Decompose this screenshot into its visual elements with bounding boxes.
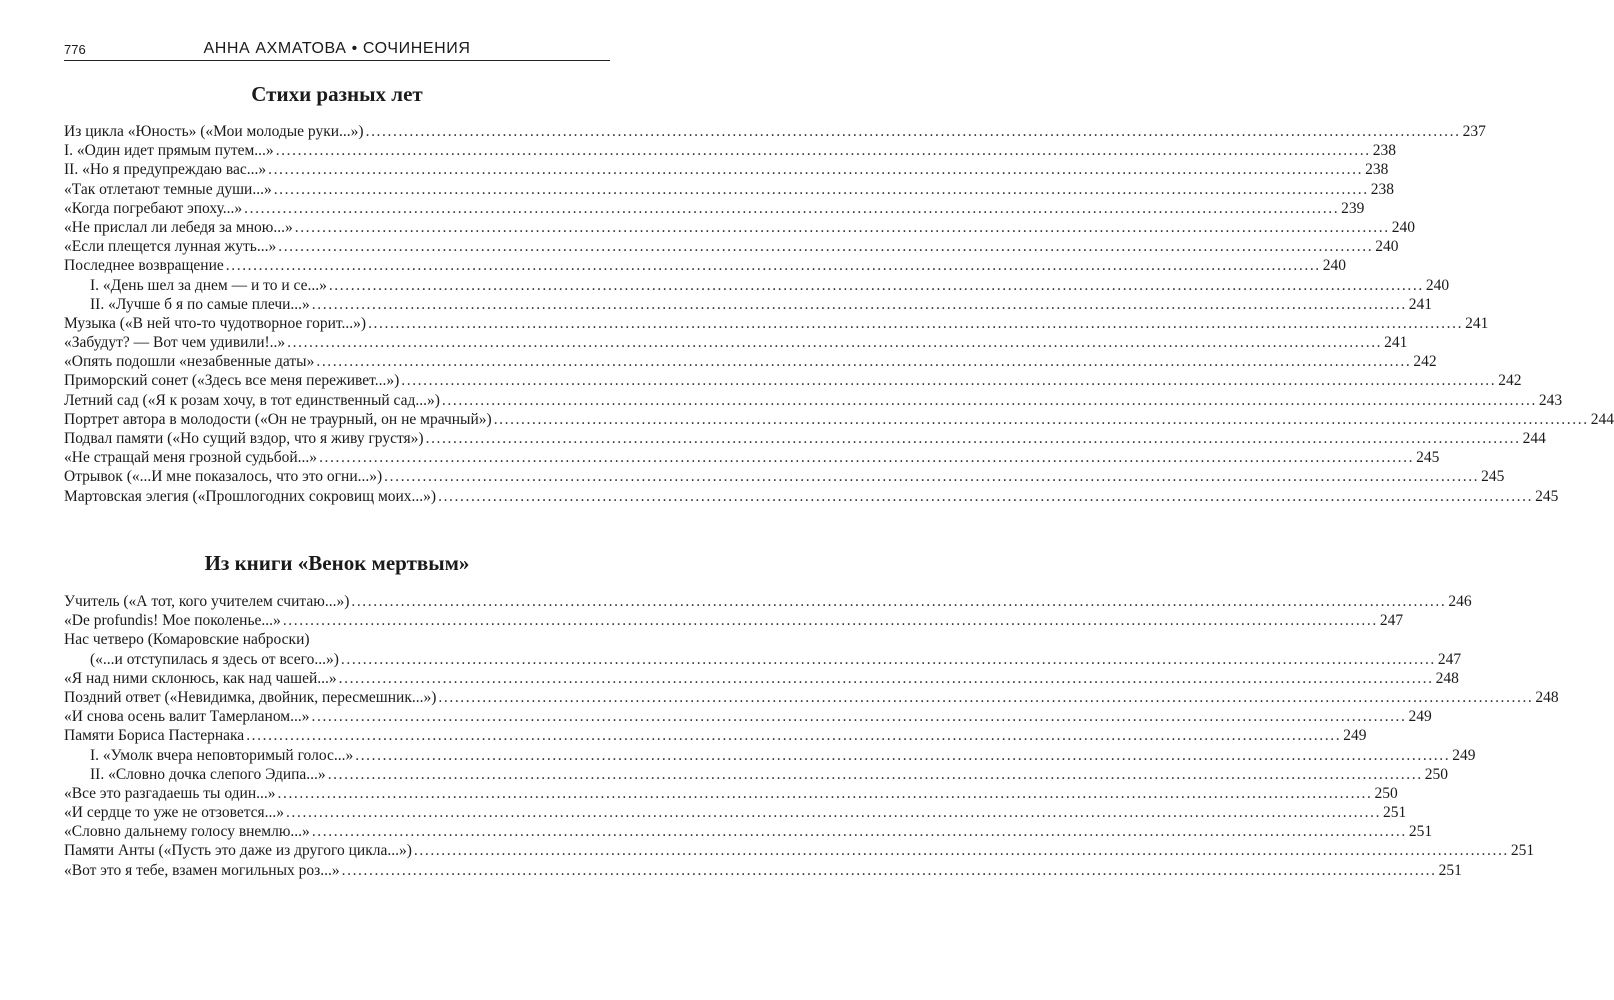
toc-entry-title: Поздний ответ («Невидимка, двойник, пересмешник...») (64, 688, 437, 706)
dot-leader (355, 746, 1450, 765)
toc-entry-page: 238 (1372, 142, 1396, 160)
toc-entry-title: Из цикла «Юность» («Мои молодые руки...») (64, 123, 364, 140)
dot-leader (286, 803, 1381, 822)
toc-entry-page: 249 (1408, 708, 1432, 726)
dot-leader (244, 199, 1339, 218)
toc-entry-page: 245 (1481, 468, 1505, 486)
toc-entry-page: 238 (1370, 180, 1394, 198)
toc-entry-page: 249 (1452, 746, 1476, 764)
dot-leader (426, 429, 1521, 448)
dot-leader (276, 141, 1371, 160)
toc-entry-title: «Все это разгадаешь ты один...» (64, 784, 276, 802)
toc-entry-title: «Я над ними склонюсь, как над чашей...» (64, 669, 337, 687)
toc-entry-title: «Не прислал ли лебедя за мною...» (64, 218, 293, 236)
toc-entry-page: 248 (1535, 688, 1559, 706)
toc-entry-title: Учитель («А тот, кого учителем считаю...») (64, 593, 350, 610)
toc-entry-title: «Если плещется лунная жуть...» (64, 238, 277, 256)
toc-entry-title: «Не стращай меня грозной судьбой...» (64, 449, 318, 467)
dot-leader (278, 237, 1373, 256)
toc-entry-title: «Опять подошли «незабвенные даты» (64, 353, 315, 371)
toc-entry (64, 611, 1404, 630)
toc-entry-page: 240 (1391, 218, 1415, 236)
toc-entry (64, 391, 1563, 410)
dot-leader (283, 611, 1378, 630)
toc-entry (64, 861, 1462, 880)
toc-entry (64, 592, 1472, 611)
toc-entry-title: Мартовская элегия («Прошлогодних сокровищ моих...») (64, 487, 437, 505)
toc-entry (64, 688, 1559, 707)
dot-leader (401, 371, 1496, 390)
dot-leader (438, 688, 1533, 707)
toc-entry-title: II. «Словно дочка слепого Эдипа...» (90, 765, 326, 783)
toc-entry-page: 251 (1510, 842, 1535, 860)
toc-entry-page: 244 (1590, 410, 1614, 428)
toc-entry-title: Нас четверо (Комаровские наброски) (64, 631, 310, 649)
toc-entry (64, 333, 1408, 352)
toc-entry (64, 726, 1367, 745)
toc-entry (64, 295, 1433, 314)
page-header (64, 38, 610, 61)
toc-entry (64, 467, 1505, 486)
toc-entry (64, 314, 1489, 333)
dot-leader (438, 487, 1533, 506)
toc-entry (64, 218, 1415, 237)
toc-entry-title: («...и отступилась я здесь от всего...») (90, 650, 339, 668)
toc-entry-page: 246 (1448, 593, 1472, 610)
toc-entry (64, 707, 1432, 726)
toc-entry-page: 241 (1384, 334, 1408, 352)
toc-entry-page: 240 (1375, 238, 1399, 256)
toc-entry-title: «И снова осень валит Тамерланом...» (64, 708, 310, 726)
toc-entry-title: Портрет автора в молодости («Он не траурный, он не мрачный») (64, 410, 492, 428)
toc-entry (64, 784, 1398, 803)
toc-entry (64, 746, 1476, 765)
toc-entry-page: 251 (1408, 823, 1433, 841)
toc-entry (64, 237, 1399, 256)
toc-entry (64, 180, 1394, 199)
toc-entry-title: Памяти Бориса Пастернака (64, 727, 245, 745)
toc-entry (64, 352, 1437, 371)
toc-entry (64, 122, 1486, 141)
toc-entry-page: 243 (1538, 391, 1563, 409)
toc-entry-title: «Когда погребают эпоху...» (64, 199, 243, 217)
toc-entry-page: 251 (1438, 861, 1462, 879)
toc-entry-title: «Вот это я тебе, взамен могильных роз...» (64, 861, 340, 879)
toc-entry-title: II. «Лучше б я по самые плечи...» (90, 295, 310, 313)
dot-leader (274, 180, 1369, 199)
dot-leader (366, 122, 1461, 141)
toc-entry (64, 841, 1535, 860)
toc-entry-page: 237 (1462, 123, 1486, 140)
toc-entry-page: 245 (1416, 449, 1440, 467)
dot-leader (319, 448, 1414, 467)
dot-leader (246, 726, 1341, 745)
toc-entry (64, 822, 1433, 841)
toc-entry (64, 160, 1389, 179)
toc-entry-title: Последнее возвращение (64, 257, 224, 275)
dot-leader (312, 295, 1407, 314)
toc-entry (64, 630, 606, 649)
toc-entry-title: Отрывок («...И мне показалось, что это огни...») (64, 468, 383, 486)
toc-entry-title: Памяти Анты («Пусть это даже из другого цикла...») (64, 842, 412, 860)
toc-entry-title: Приморский сонет («Здесь все меня переживет...») (64, 372, 400, 390)
toc-entry-page: 242 (1498, 372, 1522, 390)
dot-leader (268, 160, 1363, 179)
dot-leader (329, 276, 1424, 295)
section-title: Стихи разных лет (251, 82, 423, 106)
toc-entry-page: 248 (1435, 669, 1459, 687)
dot-leader (328, 765, 1423, 784)
toc-entry (64, 448, 1440, 467)
toc-entry (64, 669, 1459, 688)
dot-leader (339, 669, 1434, 688)
toc-entry-page: 241 (1408, 295, 1433, 313)
toc-entry-title: «И сердце то уже не отзовется...» (64, 804, 285, 822)
toc-entry-page: 239 (1341, 199, 1365, 217)
toc-entry (64, 487, 1559, 506)
section-title: Из книги «Венок мертвым» (204, 551, 470, 575)
toc-entry-page: 250 (1374, 784, 1398, 802)
toc-entry-title: «Словно дальнему голосу внемлю...» (64, 823, 310, 841)
toc-entry-title: «Забудут? — Вот чем удивили!..» (64, 334, 286, 352)
toc-entry (64, 650, 1462, 669)
page-number: 776 (64, 42, 86, 57)
toc-entry-page: 240 (1425, 276, 1450, 294)
dot-leader (368, 314, 1463, 333)
toc-entry (64, 256, 1347, 275)
toc-entry (64, 199, 1365, 218)
toc-entry-page: 247 (1437, 650, 1462, 668)
toc-entry-title: Летний сад («Я к розам хочу, в тот единственный сад...») (64, 391, 440, 409)
toc-entry-page: 251 (1383, 804, 1407, 822)
toc-entry-title: I. «Умолк вчера неповторимый голос...» (90, 746, 354, 764)
running-title: АННА АХМАТОВА • СОЧИНЕНИЯ (203, 40, 471, 57)
toc-entry-page: 245 (1535, 487, 1559, 505)
toc-entry (64, 429, 1546, 448)
toc-entry (64, 410, 1614, 429)
dot-leader (295, 218, 1390, 237)
dot-leader (442, 391, 1537, 410)
toc-entry (64, 276, 1450, 295)
dot-leader (341, 650, 1436, 669)
dot-leader (351, 592, 1446, 611)
dot-leader (414, 841, 1509, 860)
toc-entry-title: «De profundis! Мое поколенье...» (64, 612, 281, 630)
toc-entry-page: 238 (1365, 161, 1389, 179)
toc-entry-page: 250 (1424, 765, 1448, 783)
toc-entry-title: I. «Один идет прямым путем...» (64, 142, 274, 160)
dot-leader (287, 333, 1382, 352)
toc-section (64, 122, 1614, 506)
dot-leader (226, 256, 1321, 275)
toc-entry (64, 141, 1396, 160)
dot-leader (316, 352, 1411, 371)
toc-entry (64, 803, 1407, 822)
toc-entry (64, 765, 1448, 784)
dot-leader (312, 822, 1407, 841)
toc-entry-page: 242 (1413, 353, 1437, 371)
toc-entry-page: 247 (1379, 612, 1404, 630)
dot-leader (384, 467, 1479, 486)
toc-section (64, 592, 1559, 880)
toc-entry-page: 240 (1322, 257, 1347, 275)
dot-leader (342, 861, 1437, 880)
toc-entry-title: I. «День шел за днем — и то и се...» (90, 276, 327, 294)
toc-entry-title: Музыка («В ней что-то чудотворное горит...») (64, 314, 367, 332)
dot-leader (278, 784, 1373, 803)
toc-entry-title: «Так отлетают темные души...» (64, 180, 272, 198)
toc-entry-title: II. «Но я предупреждаю вас...» (64, 161, 267, 179)
dot-leader (312, 707, 1407, 726)
toc-entry-page: 244 (1522, 430, 1546, 447)
toc-entry-page: 249 (1343, 727, 1367, 745)
toc-entry (64, 371, 1522, 390)
dot-leader (494, 410, 1589, 429)
toc-entry-page: 241 (1465, 314, 1489, 332)
toc-entry-title: Подвал памяти («Но сущий вздор, что я живу грустя») (64, 430, 424, 447)
